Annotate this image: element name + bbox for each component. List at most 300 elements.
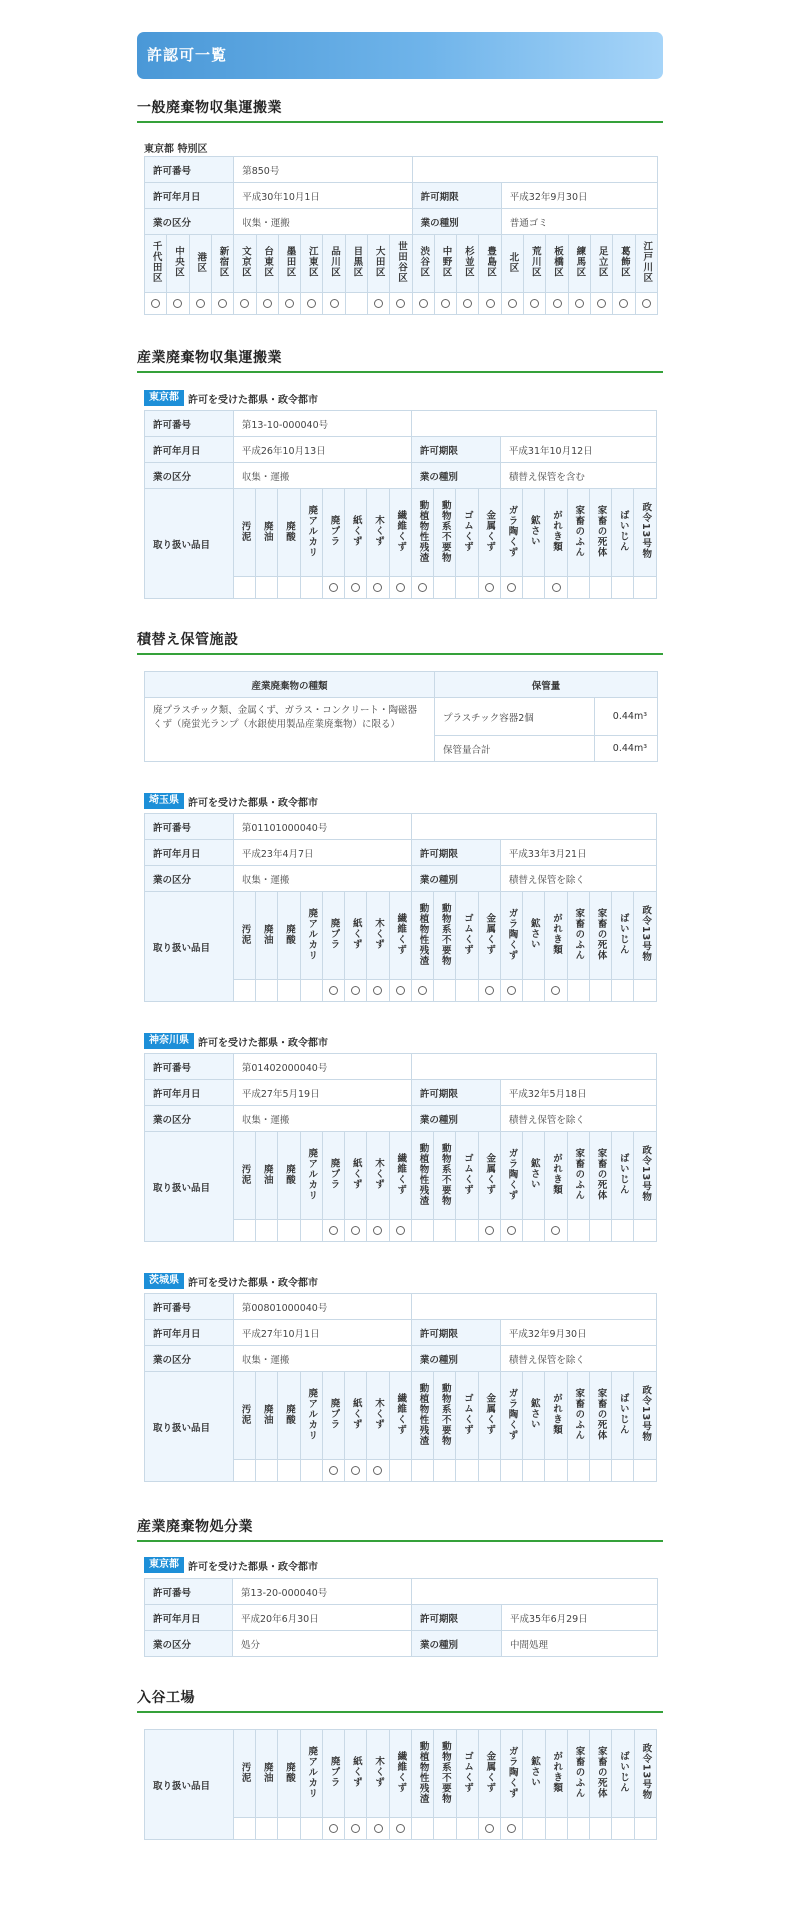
ward-mark-cell: [301, 293, 323, 315]
item-mark-cell: [322, 1460, 344, 1482]
item-header: [612, 1372, 634, 1460]
storage-container-amount: 0.44m³: [595, 698, 658, 736]
ward-name: 荒川区: [529, 246, 541, 278]
pref-badge: 神奈川県: [144, 1033, 194, 1049]
item-mark-cell: [567, 577, 589, 599]
item-mark-cell: [434, 1460, 456, 1482]
ward-header: [434, 235, 456, 293]
value-permit-date: 平成23年4月7日: [233, 840, 411, 866]
item-name: 家畜の死体: [595, 1745, 607, 1799]
item-header: [589, 1372, 611, 1460]
item-header: [456, 1372, 478, 1460]
circle-mark: [329, 986, 338, 995]
item-name: 動物系不要物: [439, 499, 451, 563]
circle-mark: [553, 299, 562, 308]
label-expiry: 許可期限: [411, 840, 500, 866]
item-mark-cell: [589, 980, 611, 1002]
label-business: 業の区分: [145, 866, 234, 892]
value-permit-no: 第850号: [234, 157, 412, 183]
circle-mark: [285, 299, 294, 308]
ward-mark-cell: [211, 293, 233, 315]
item-mark-cell: [367, 980, 389, 1002]
item-header: [523, 892, 545, 980]
ward-mark-cell: [345, 293, 367, 315]
item-name: 廃酸: [284, 1761, 296, 1783]
item-mark-cell: [256, 980, 278, 1002]
item-mark-cell: [434, 980, 456, 1002]
item-name: 廃酸: [283, 923, 295, 945]
item-mark-cell: [567, 980, 589, 1002]
item-header: [322, 892, 344, 980]
item-name: 廃酸: [283, 520, 295, 542]
item-name: 家畜の死体: [595, 1387, 607, 1441]
ward-mark-cell: [457, 293, 479, 315]
item-mark-cell: [389, 1460, 411, 1482]
ward-header: [189, 235, 211, 293]
value-expiry: 平成33年3月21日: [500, 840, 656, 866]
item-name: 動植物性残渣: [417, 1740, 429, 1804]
region-label: 東京都 特別区: [144, 143, 208, 155]
value-permit-date: 平成27年5月19日: [233, 1080, 411, 1106]
item-mark-cell: [501, 1818, 523, 1840]
circle-mark: [196, 299, 205, 308]
storage-total-amount: 0.44m³: [595, 736, 658, 762]
item-header: [434, 1132, 456, 1220]
item-header: [256, 892, 278, 980]
item-mark-cell: [233, 1460, 255, 1482]
circle-mark: [485, 1226, 494, 1235]
item-mark-cell: [523, 980, 545, 1002]
item-mark-cell: [367, 1818, 389, 1840]
label-type: 業の種別: [412, 1631, 502, 1657]
item-mark-cell: [545, 1220, 567, 1242]
ward-name: 中野区: [440, 246, 452, 278]
value-type: 中間処理: [502, 1631, 658, 1657]
label-type: 業の種別: [411, 463, 500, 489]
value-business: 収集・運搬: [234, 209, 412, 235]
item-name: 家畜のふん: [573, 1147, 585, 1201]
label-permit-no: 許可番号: [145, 1054, 234, 1080]
item-header: [278, 489, 300, 577]
item-name: 繊維くず: [395, 510, 407, 552]
item-name: 家畜の死体: [595, 907, 607, 961]
ward-mark-cell: [479, 293, 501, 315]
item-name: 動物系不要物: [439, 1142, 451, 1206]
item-mark-cell: [500, 1220, 522, 1242]
item-name: ばいじん: [617, 1153, 629, 1195]
value-type: 積替え保管を除く: [500, 866, 656, 892]
item-name: 金属くず: [484, 1751, 496, 1793]
circle-mark: [418, 986, 427, 995]
ward-header: [367, 235, 389, 293]
item-header: [478, 892, 500, 980]
circle-mark: [507, 1226, 516, 1235]
circle-mark: [441, 299, 450, 308]
item-name: 鉱さい: [528, 1398, 540, 1430]
ward-name: 目黒区: [351, 246, 363, 278]
item-header: [322, 489, 344, 577]
ward-name: 葛飾区: [618, 246, 630, 278]
value-business: 収集・運搬: [233, 1346, 411, 1372]
item-name: ガラ陶くず: [506, 1147, 518, 1201]
circle-mark: [351, 1466, 360, 1475]
item-permit-table: [144, 1729, 657, 1840]
item-header: [634, 1372, 657, 1460]
item-header: [456, 489, 478, 577]
circle-mark: [373, 583, 382, 592]
item-mark-cell: [545, 577, 567, 599]
item-header: [412, 1730, 434, 1818]
item-mark-cell: [256, 1460, 278, 1482]
disposal-table: [144, 1578, 658, 1657]
circle-mark: [507, 1824, 516, 1833]
ward-header: [613, 235, 635, 293]
item-mark-cell: [389, 980, 411, 1002]
item-mark-cell: [322, 980, 344, 1002]
item-mark-cell: [612, 980, 634, 1002]
item-mark-cell: [300, 1220, 322, 1242]
value-business: 収集・運搬: [233, 866, 411, 892]
item-mark-cell: [322, 577, 344, 599]
circle-mark: [642, 299, 651, 308]
item-header: [478, 1132, 500, 1220]
item-name: 政令13号物: [640, 1743, 652, 1801]
item-mark-cell: [589, 577, 611, 599]
ward-name: 豊島区: [485, 246, 497, 278]
item-mark-cell: [367, 577, 389, 599]
circle-mark: [619, 299, 628, 308]
item-header: [256, 1730, 278, 1818]
ward-mark-cell: [524, 293, 546, 315]
item-header: [612, 1730, 634, 1818]
item-mark-cell: [634, 980, 657, 1002]
item-header: [411, 892, 433, 980]
circle-mark: [418, 583, 427, 592]
item-mark-cell: [523, 1220, 545, 1242]
circle-mark: [419, 299, 428, 308]
item-mark-cell: [612, 1220, 634, 1242]
ward-header: [501, 235, 523, 293]
value-expiry: 平成35年6月29日: [502, 1605, 658, 1631]
item-mark-cell: [411, 1460, 433, 1482]
ward-name: 品川区: [329, 246, 341, 278]
item-header: [300, 1372, 322, 1460]
item-name: 汚泥: [239, 1761, 251, 1783]
storage-table: [144, 671, 658, 762]
handled-items-label: 取り扱い品目: [145, 892, 234, 1002]
ward-mark-cell: [167, 293, 189, 315]
item-name: 木くず: [373, 1756, 385, 1788]
item-name: 政令13号物: [640, 1385, 652, 1443]
item-name: ばいじん: [617, 510, 629, 552]
item-name: 廃プラ: [328, 515, 340, 547]
item-header: [523, 1730, 545, 1818]
storage-total-label: 保管量合計: [435, 736, 595, 762]
label-permit-date: 許可年月日: [145, 1605, 233, 1631]
item-header: [434, 1730, 456, 1818]
item-name: 木くず: [372, 1158, 384, 1190]
item-name: 廃油: [261, 1761, 273, 1783]
ward-name: 江東区: [306, 246, 318, 278]
item-header: [589, 892, 611, 980]
item-name: 廃アルカリ: [306, 504, 318, 558]
item-header: [389, 892, 411, 980]
ward-name: 杉並区: [462, 246, 474, 278]
item-header: [545, 1730, 567, 1818]
circle-mark: [396, 1226, 405, 1235]
item-header: [634, 1132, 657, 1220]
label-permit-no: 許可番号: [145, 1579, 233, 1605]
label-permit-no: 許可番号: [145, 1294, 234, 1320]
item-name: 汚泥: [239, 1163, 251, 1185]
item-name: ゴムくず: [461, 1393, 473, 1435]
item-header: [278, 892, 300, 980]
item-name: 廃プラ: [328, 1756, 340, 1788]
ward-mark-cell: [434, 293, 456, 315]
circle-mark: [218, 299, 227, 308]
label-permit-date: 許可年月日: [145, 1320, 234, 1346]
ward-mark-cell: [613, 293, 635, 315]
permitted-label: 許可を受けた都県・政令都市: [188, 394, 318, 406]
ward-header: [278, 235, 300, 293]
item-mark-cell: [634, 1460, 657, 1482]
label-expiry: 許可期限: [411, 437, 500, 463]
item-name: 鉱さい: [528, 515, 540, 547]
circle-mark: [374, 299, 383, 308]
item-name: 金属くず: [484, 1153, 496, 1195]
permitted-label: 許可を受けた都県・政令都市: [188, 797, 318, 809]
item-header: [345, 489, 367, 577]
item-name: 廃油: [261, 1403, 273, 1425]
item-name: 汚泥: [239, 923, 251, 945]
item-mark-cell: [434, 1220, 456, 1242]
ward-name: 渋谷区: [418, 246, 430, 278]
item-header: [634, 892, 657, 980]
ward-name: 練馬区: [574, 246, 586, 278]
ward-name: 足立区: [596, 246, 608, 278]
label-business: 業の区分: [145, 1346, 234, 1372]
item-name: 金属くず: [484, 913, 496, 955]
item-name: 汚泥: [239, 1403, 251, 1425]
circle-mark: [351, 583, 360, 592]
item-header: [256, 1372, 278, 1460]
ward-header: [390, 235, 412, 293]
pref-line: [144, 792, 663, 810]
ward-header: [323, 235, 345, 293]
label-business: 業の区分: [145, 1106, 234, 1132]
item-mark-cell: [456, 1460, 478, 1482]
item-header: [434, 892, 456, 980]
ward-mark-cell: [412, 293, 434, 315]
item-name: 廃プラ: [328, 1398, 340, 1430]
ward-name: 世田谷区: [395, 241, 407, 283]
item-mark-cell: [256, 1220, 278, 1242]
item-name: ガラ陶くず: [506, 504, 518, 558]
ward-mark-cell: [390, 293, 412, 315]
circle-mark: [173, 299, 182, 308]
item-name: 動植物性残渣: [417, 499, 429, 563]
section-title-sangyo: 産業廃棄物収集運搬業: [137, 347, 663, 373]
ward-mark-cell: [501, 293, 523, 315]
circle-mark: [486, 299, 495, 308]
circle-mark: [351, 1824, 360, 1833]
item-header: [500, 489, 522, 577]
item-mark-cell: [500, 980, 522, 1002]
item-header: [300, 892, 322, 980]
circle-mark: [373, 1466, 382, 1475]
item-name: 動植物性残渣: [417, 902, 429, 966]
item-mark-cell: [612, 1818, 634, 1840]
pref-line: [144, 1032, 663, 1050]
value-type: 積替え保管を除く: [500, 1346, 656, 1372]
ward-header: [479, 235, 501, 293]
item-mark-cell: [233, 1220, 255, 1242]
ward-mark-cell: [323, 293, 345, 315]
item-mark-cell: [367, 1460, 389, 1482]
item-name: 動物系不要物: [439, 1382, 451, 1446]
item-name: 繊維くず: [395, 1393, 407, 1435]
value-permit-date: 平成26年10月13日: [233, 437, 411, 463]
item-mark-cell: [411, 980, 433, 1002]
ward-name: 新宿区: [217, 246, 229, 278]
pref-permit-block: [137, 389, 663, 599]
item-header: [478, 1372, 500, 1460]
circle-mark: [374, 1824, 383, 1833]
item-name: 家畜の死体: [595, 504, 607, 558]
item-header: [612, 1132, 634, 1220]
ward-mark-cell: [145, 293, 167, 315]
handled-items-label: 取り扱い品目: [145, 1730, 234, 1840]
permitted-label: 許可を受けた都県・政令都市: [188, 1277, 318, 1289]
pref-line: [144, 1272, 663, 1290]
item-name: 家畜の死体: [595, 1147, 607, 1201]
item-mark-cell: [612, 1460, 634, 1482]
item-mark-cell: [456, 577, 478, 599]
item-header: [411, 489, 433, 577]
item-header: [233, 489, 255, 577]
item-header: [345, 892, 367, 980]
item-header: [634, 489, 657, 577]
disposal-pref-line: [144, 1556, 663, 1574]
item-mark-cell: [278, 577, 300, 599]
item-mark-cell: [456, 1818, 478, 1840]
item-mark-cell: [345, 1220, 367, 1242]
circle-mark: [507, 986, 516, 995]
circle-mark: [530, 299, 539, 308]
item-header: [345, 1372, 367, 1460]
item-header: [612, 489, 634, 577]
item-name: 鉱さい: [528, 1756, 540, 1788]
ward-header: [590, 235, 612, 293]
section-title-general: 一般廃棄物収集運搬業: [137, 97, 663, 123]
item-header: [233, 1132, 255, 1220]
value-type: 積替え保管を除く: [500, 1106, 656, 1132]
item-name: ガラ陶くず: [506, 907, 518, 961]
storage-col-kind: 産業廃棄物の種類: [145, 672, 435, 698]
circle-mark: [373, 986, 382, 995]
circle-mark: [396, 986, 405, 995]
ward-mark-cell: [635, 293, 657, 315]
ward-mark-cell: [367, 293, 389, 315]
item-name: 家畜のふん: [573, 504, 585, 558]
item-name: ゴムくず: [462, 510, 474, 552]
pref-badge: 茨城県: [144, 1273, 184, 1289]
item-mark-cell: [233, 577, 255, 599]
value-permit-no: 第13-10-000040号: [233, 411, 411, 437]
item-mark-cell: [389, 1220, 411, 1242]
pref-badge: 東京都: [144, 390, 184, 406]
value-expiry: 平成32年9月30日: [501, 183, 657, 209]
item-name: 政令13号物: [640, 905, 652, 963]
storage-kind-text: 廃プラスチック類、金属くず、ガラス・コンクリート・陶磁器くず（廃蛍光ランプ（水銀使用製品産業廃棄物）に限る）: [145, 698, 435, 762]
item-name: 廃アルカリ: [306, 907, 318, 961]
label-business: 業の区分: [145, 463, 234, 489]
pref-permit-block: [137, 1272, 663, 1482]
circle-mark: [329, 1824, 338, 1833]
circle-mark: [263, 299, 272, 308]
circle-mark: [485, 986, 494, 995]
circle-mark: [485, 583, 494, 592]
ward-mark-cell: [234, 293, 256, 315]
item-mark-cell: [345, 1460, 367, 1482]
item-header: [478, 1730, 500, 1818]
item-mark-cell: [278, 980, 300, 1002]
item-header: [567, 1372, 589, 1460]
item-header: [567, 892, 589, 980]
item-header: [389, 1132, 411, 1220]
circle-mark: [373, 1226, 382, 1235]
ward-mark-cell: [256, 293, 278, 315]
label-permit-date: 許可年月日: [145, 1080, 234, 1106]
circle-mark: [551, 1226, 560, 1235]
value-permit-no: 第01101000040号: [233, 814, 411, 840]
item-mark-cell: [456, 1220, 478, 1242]
item-header: [567, 1132, 589, 1220]
value-type: 普通ゴミ: [501, 209, 657, 235]
item-name: 紙くず: [350, 918, 362, 950]
value-expiry: 平成32年9月30日: [500, 1320, 656, 1346]
item-header: [322, 1730, 344, 1818]
ward-name: 板橋区: [552, 246, 564, 278]
item-name: がれき類: [551, 510, 563, 552]
ward-header: [256, 235, 278, 293]
item-header: [367, 489, 389, 577]
item-name: 紙くず: [350, 515, 362, 547]
ward-name: 台東区: [262, 246, 274, 278]
label-expiry: 許可期限: [412, 1605, 502, 1631]
pref-badge: 埼玉県: [144, 793, 184, 809]
ward-mark-cell: [278, 293, 300, 315]
ward-header: [524, 235, 546, 293]
item-mark-cell: [634, 1220, 657, 1242]
ward-name: 北区: [507, 251, 519, 273]
item-header: [233, 1372, 255, 1460]
item-name: ばいじん: [617, 913, 629, 955]
label-type: 業の種別: [411, 866, 500, 892]
item-header: [523, 1372, 545, 1460]
value-permit-no: 第13-20-000040号: [233, 1579, 412, 1605]
item-mark-cell: [434, 577, 456, 599]
item-header: [322, 1372, 344, 1460]
item-mark-cell: [545, 980, 567, 1002]
ward-name: 江戸川区: [641, 241, 653, 283]
circle-mark: [329, 1226, 338, 1235]
circle-mark: [329, 583, 338, 592]
item-mark-cell: [411, 577, 433, 599]
ward-header: [301, 235, 323, 293]
label-expiry: 許可期限: [411, 1080, 500, 1106]
label-permit-date: 許可年月日: [145, 840, 234, 866]
